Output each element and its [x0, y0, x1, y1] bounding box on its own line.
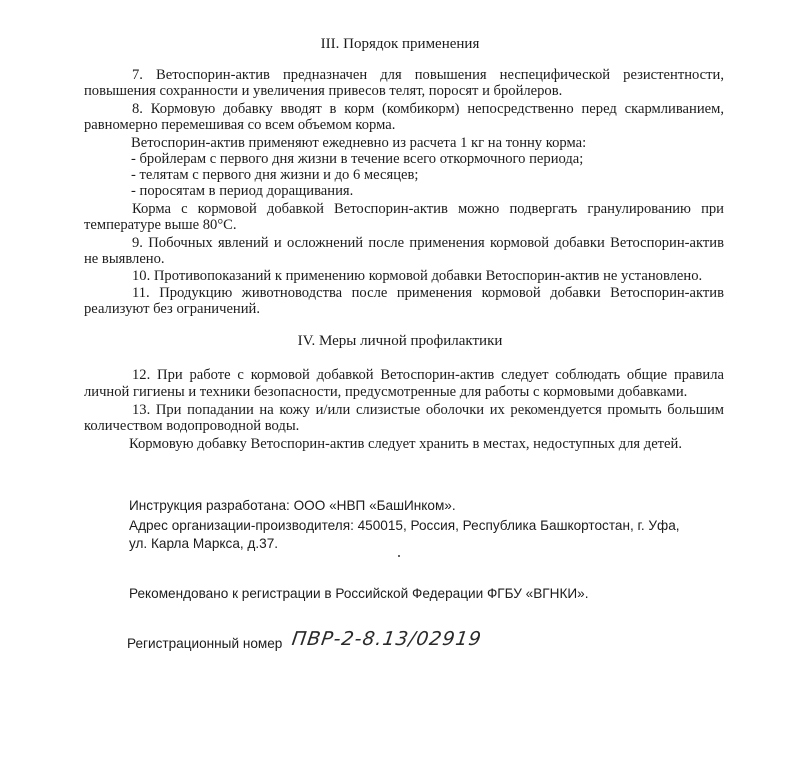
section-3-title: III. Порядок применения	[320, 36, 480, 52]
address-line-1: Адрес организации-производителя: 450015, Россия, Республика Башкортостан, г. Уфа,	[129, 518, 680, 533]
registration-number-handwritten: ПВР-2-8.13/02919	[290, 628, 484, 650]
paragraph-7-line-1: 7. Ветоспорин-актив предназначен для повышения неспецифической резистентности,	[132, 67, 724, 83]
paragraph-12-line-2: личной гигиены и техники безопасности, предусмотренные для работы с кормовыми добавками.	[84, 384, 688, 400]
developer-line: Инструкция разработана: ООО «НВП «БашИнком».	[129, 498, 456, 513]
paragraph-11-line-2: реализуют без ограничений.	[84, 301, 261, 317]
stray-mark	[398, 555, 400, 557]
paragraph-8-line-2: равномерно перемешивая со всем объемом корма.	[84, 117, 396, 133]
granulation-line-2: температуре выше 80°С.	[84, 217, 237, 233]
paragraph-9-line-1: 9. Побочных явлений и осложнений после применения кормовой добавки Ветоспорин-актив	[132, 235, 724, 251]
address-line-2: ул. Карла Маркса, д.37.	[129, 536, 279, 551]
registration-row	[127, 627, 687, 657]
paragraph-13-line-1: 13. При попадании на кожу и/или слизистые оболочки их рекомендуется промыть большим	[132, 402, 724, 418]
dose-item-broilers: - бройлерам с первого дня жизни в течение всего откормочного периода;	[131, 151, 584, 167]
dose-item-calves: - телятам с первого дня жизни и до 6 месяцев;	[131, 167, 419, 183]
storage-note: Кормовую добавку Ветоспорин-актив следует хранить в местах, недоступных для детей.	[129, 436, 682, 452]
paragraph-10: 10. Противопоказаний к применению кормовой добавки Ветоспорин-актив не установлено.	[132, 268, 703, 284]
dose-intro: Ветоспорин-актив применяют ежедневно из расчета 1 кг на тонну корма:	[131, 135, 587, 151]
recommended-line: Рекомендовано к регистрации в Российской Федерации ФГБУ «ВГНКИ».	[129, 586, 589, 601]
registration-label: Регистрационный номер	[127, 636, 283, 651]
paragraph-9-line-2: не выявлено.	[84, 251, 165, 267]
granulation-line-1: Корма с кормовой добавкой Ветоспорин-актив можно подвергать гранулированию при	[132, 201, 724, 217]
dose-item-piglets: - поросятам в период доращивания.	[131, 183, 354, 199]
paragraph-8-line-1: 8. Кормовую добавку вводят в корм (комбикорм) непосредственно перед скармливанием,	[132, 101, 724, 117]
paragraph-13-line-2: количеством водопроводной воды.	[84, 418, 300, 434]
section-4-title: IV. Меры личной профилактики	[297, 333, 503, 349]
paragraph-12-line-1: 12. При работе с кормовой добавкой Ветоспорин-актив следует соблюдать общие правила	[132, 367, 724, 383]
paragraph-11-line-1: 11. Продукцию животноводства после применения кормовой добавки Ветоспорин-актив	[132, 285, 724, 301]
paragraph-7-line-2: повышения сохранности и увеличения привесов телят, поросят и бройлеров.	[84, 83, 563, 99]
